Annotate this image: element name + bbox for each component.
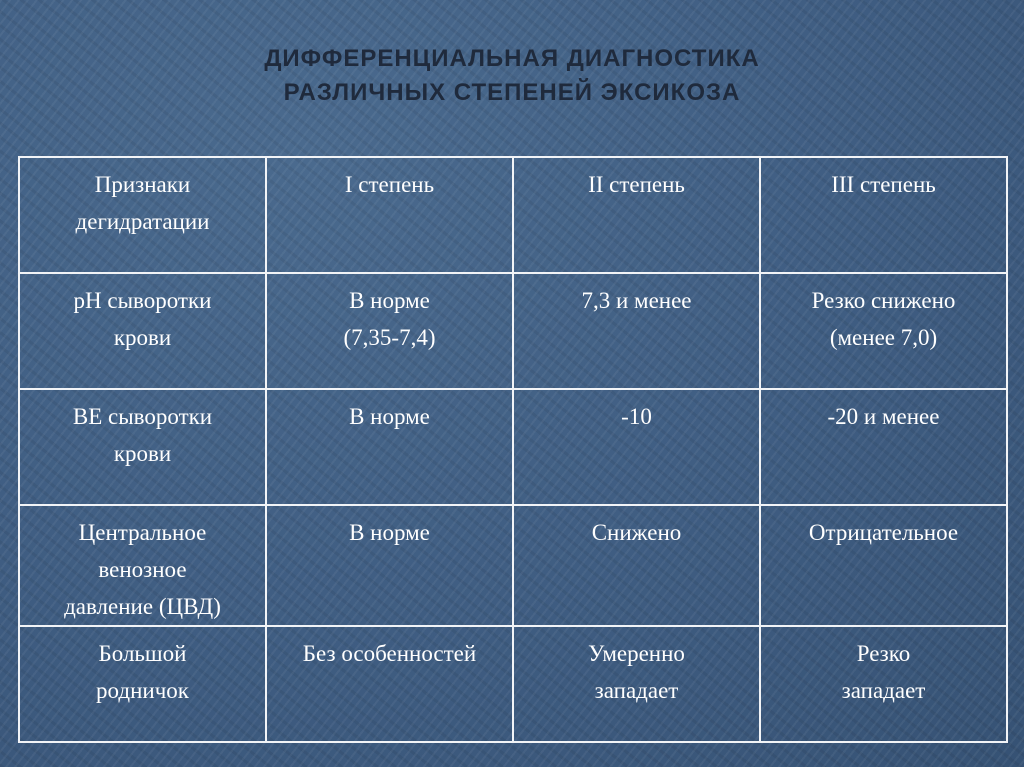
row-fontanelle-degree-2-line-2: западает [594,678,679,703]
header-signs-line-1: Признаки [94,172,191,197]
row-fontanelle-degree-2 [513,626,760,742]
row-cvp-degree-3: Отрицательное [760,505,1007,626]
row-ph-degree-1-line-2: (7,35-7,4) [343,325,436,350]
row-cvp-sign-line-1: Центральное [78,520,207,545]
row-fontanelle-degree-3-line-1: Резко [856,641,911,666]
row-ph-degree-2: 7,3 и менее [513,273,760,389]
row-ph-sign [19,273,266,389]
row-ph-degree-1-line-1: В норме [349,288,430,313]
row-be-degree-3: -20 и менее [760,389,1007,505]
row-ph-degree-3-line-2: (менее 7,0) [829,325,938,350]
row-be-degree-2: -10 [513,389,760,505]
row-ph-sign-line-2: крови [113,325,172,350]
table-row [19,505,1007,626]
header-signs-line-2: дегидратации [75,209,210,234]
table-row [19,273,1007,389]
row-cvp-sign-line-3: давление (ЦВД) [64,594,221,619]
header-degree-2: II степень [513,157,760,273]
row-be-degree-1: В норме [266,389,513,505]
table-header-row [19,157,1007,273]
row-fontanelle-degree-3 [760,626,1007,742]
row-ph-degree-3 [760,273,1007,389]
row-fontanelle-degree-1: Без особенностей [266,626,513,742]
table-row [19,389,1007,505]
row-be-sign-line-2: крови [113,441,172,466]
header-degree-1: I степень [266,157,513,273]
row-cvp-sign [19,505,266,626]
row-cvp-sign-line-2: венозное [98,557,187,582]
diagnosis-table [18,156,1008,743]
row-fontanelle-degree-2-line-1: Умеренно [588,641,685,666]
page-title [0,42,1024,110]
row-cvp-degree-1: В норме [266,505,513,626]
row-fontanelle-sign [19,626,266,742]
row-be-sign [19,389,266,505]
row-ph-degree-3-line-1: Резко снижено [811,288,956,313]
row-ph-degree-1 [266,273,513,389]
row-fontanelle-sign-line-2: родничок [96,678,189,703]
header-degree-3: III степень [760,157,1007,273]
row-fontanelle-sign-line-1: Большой [98,641,187,666]
title-line-2: РАЗЛИЧНЫХ СТЕПЕНЕЙ ЭКСИКОЗА [283,79,741,106]
row-cvp-degree-2: Снижено [513,505,760,626]
row-ph-sign-line-1: рН сыворотки [73,288,212,313]
table-row [19,626,1007,742]
row-fontanelle-degree-3-line-2: западает [841,678,926,703]
header-signs [19,157,266,273]
row-be-sign-line-1: ВЕ сыворотки [72,404,213,429]
title-line-1: ДИФФЕРЕНЦИАЛЬНАЯ ДИАГНОСТИКА [264,45,760,72]
